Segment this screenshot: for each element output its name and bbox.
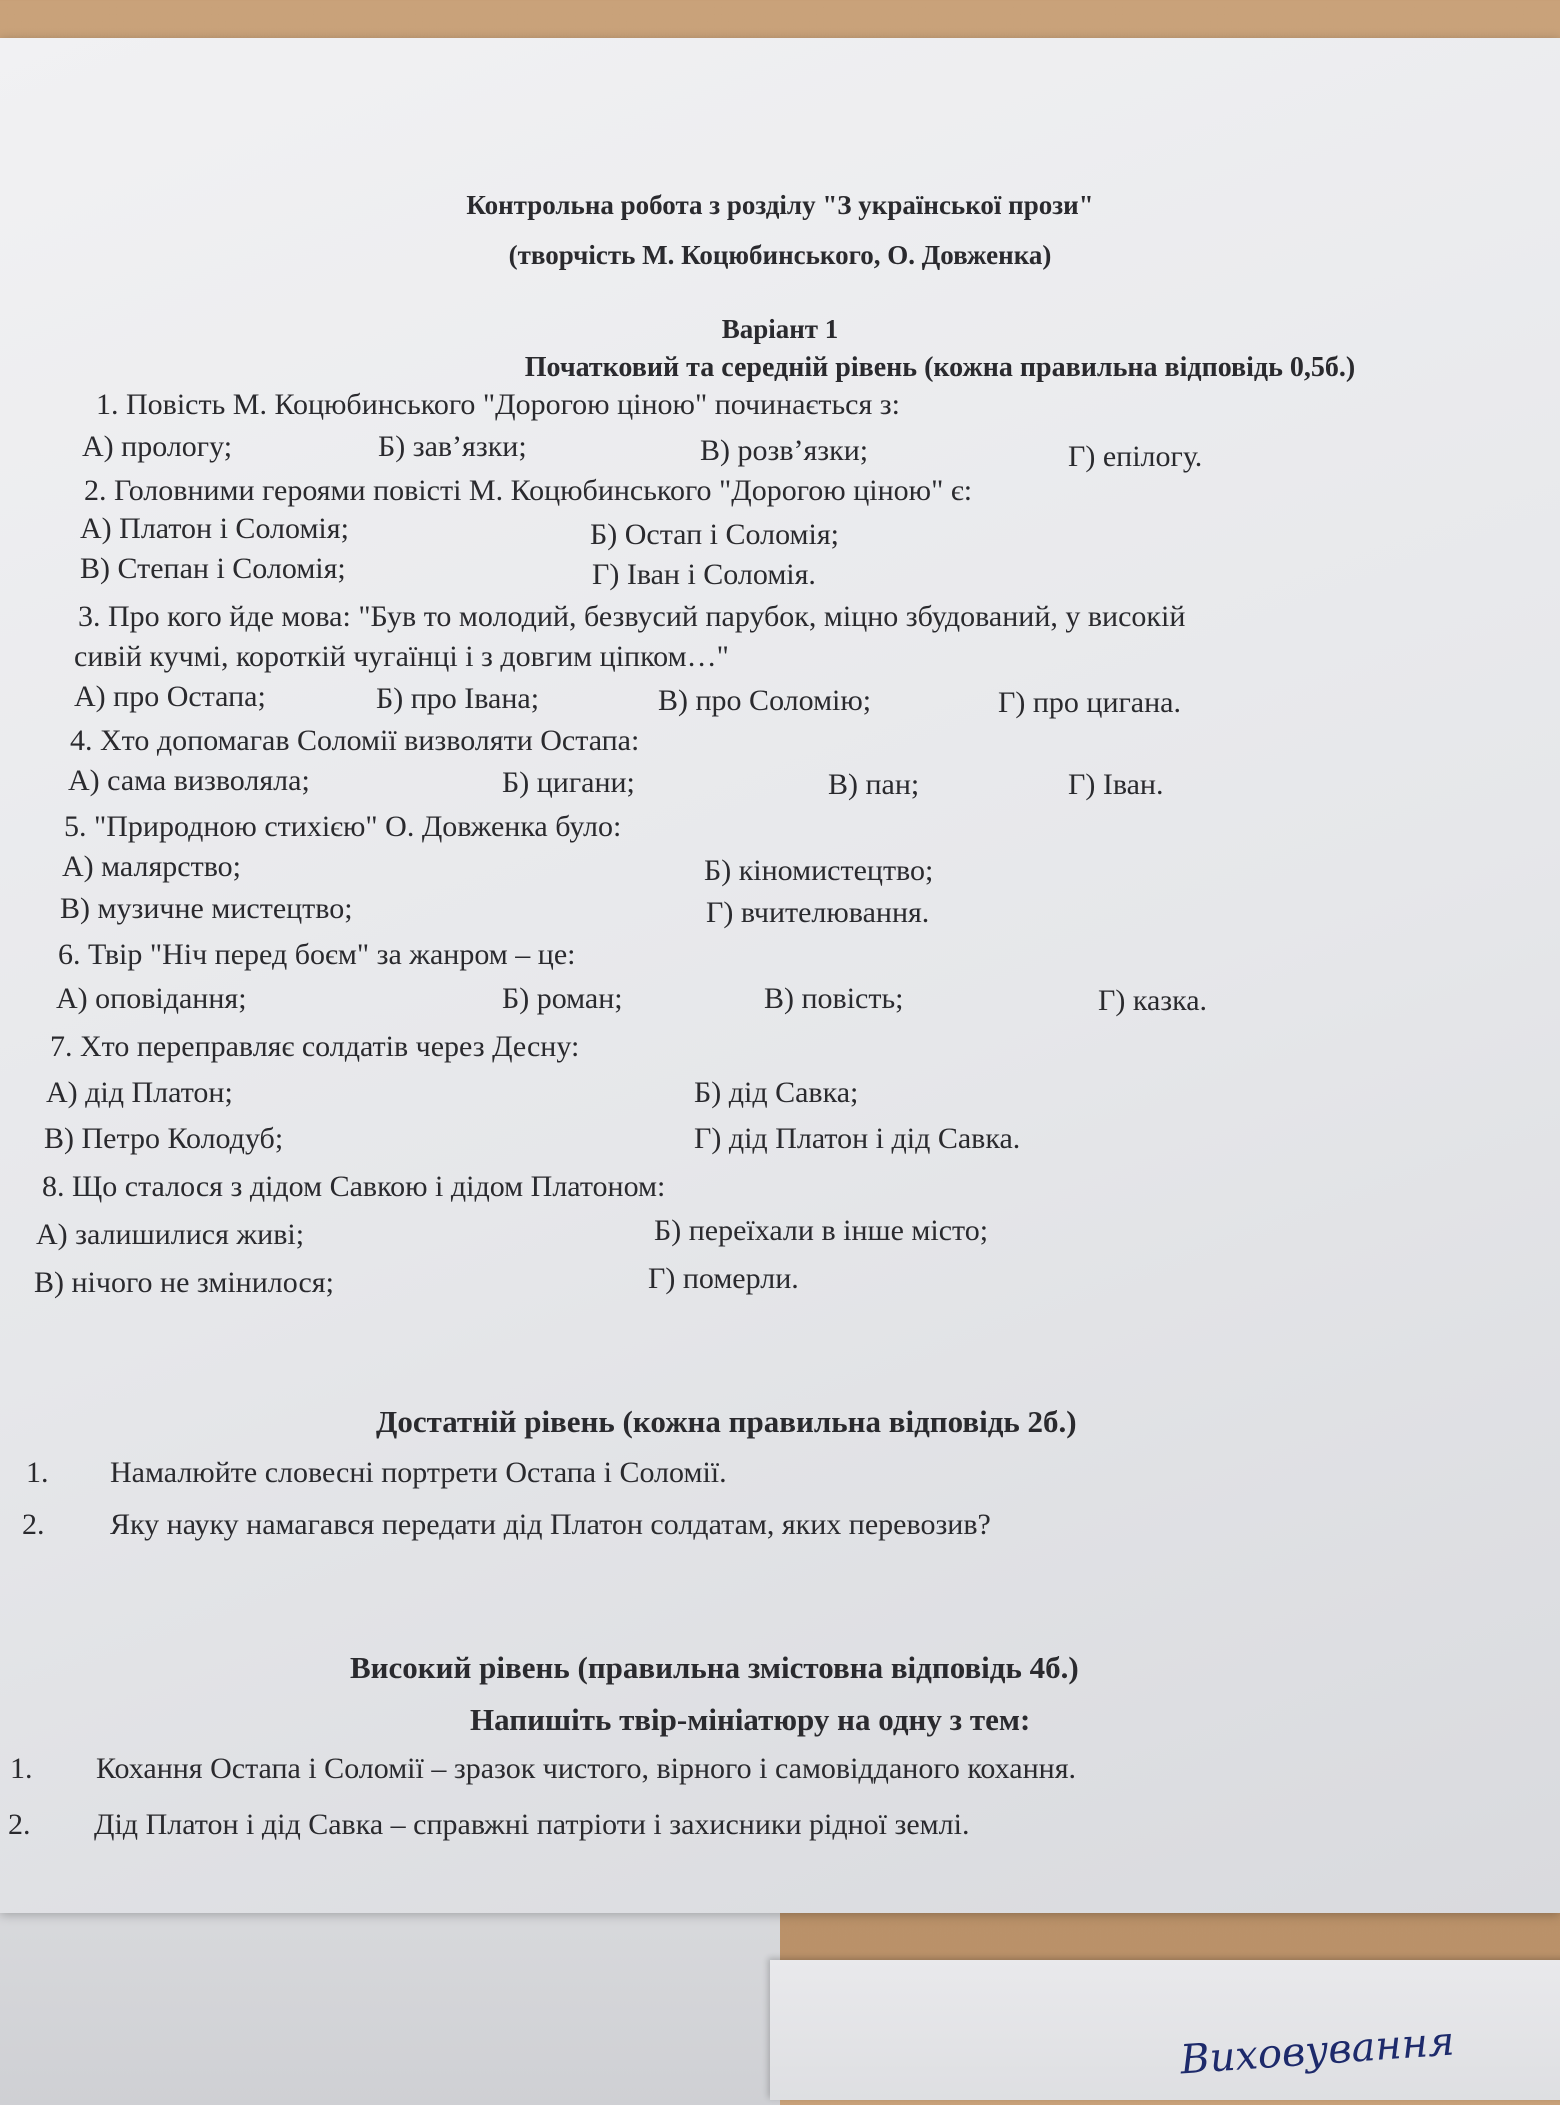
answer-5c: В) музичне мистецтво; bbox=[60, 892, 353, 925]
answer-5a: А) малярство; bbox=[62, 850, 242, 883]
variant-title: Варіант 1 bbox=[721, 314, 839, 344]
answer-3a: А) про Остапа; bbox=[74, 680, 266, 713]
answer-1b: Б) зав’язки; bbox=[378, 430, 527, 463]
answer-3d: Г) про цигана. bbox=[998, 686, 1181, 719]
question-7: 7. Хто переправляє солдатів через Десну: bbox=[50, 1030, 580, 1063]
answer-7d: Г) дід Платон і дід Савка. bbox=[694, 1122, 1021, 1155]
title-line-2: (творчість М. Коцюбинського, О. Довженка) bbox=[508, 240, 1052, 270]
level2-item-1-text: Намалюйте словесні портрети Остапа і Соломії. bbox=[110, 1456, 727, 1489]
level3-item-1-number: 1. bbox=[10, 1752, 33, 1785]
question-1: 1. Повість М. Коцюбинського "Дорогою ціною" починається з: bbox=[96, 388, 900, 421]
level3-item-2-number: 2. bbox=[8, 1808, 31, 1841]
level2-item-2-text: Яку науку намагався передати дід Платон солдатам, яких перевозив? bbox=[110, 1508, 991, 1541]
answer-7a: А) дід Платон; bbox=[46, 1076, 233, 1109]
answer-1a: А) прологу; bbox=[82, 430, 233, 463]
answer-3b: Б) про Івана; bbox=[376, 682, 540, 715]
answer-4d: Г) Іван. bbox=[1068, 768, 1164, 801]
answer-8d: Г) померли. bbox=[648, 1262, 799, 1295]
title-line-1: Контрольна робота з розділу "З української прози" bbox=[466, 190, 1094, 220]
answer-2d: Г) Іван і Соломія. bbox=[592, 558, 816, 591]
question-2: 2. Головними героями повісті М. Коцюбинського "Дорогою ціною" є: bbox=[84, 474, 973, 507]
answer-7c: В) Петро Колодуб; bbox=[44, 1122, 284, 1155]
question-6: 6. Твір "Ніч перед боєм" за жанром – це: bbox=[58, 938, 576, 971]
answer-8b: Б) переїхали в інше місто; bbox=[654, 1214, 989, 1247]
answer-4c: В) пан; bbox=[828, 768, 920, 801]
level2-item-1-number: 1. bbox=[26, 1456, 49, 1489]
answer-2c: В) Степан і Соломія; bbox=[80, 552, 346, 585]
answer-6d: Г) казка. bbox=[1098, 984, 1208, 1017]
question-4: 4. Хто допомагав Соломії визволяти Остапа: bbox=[70, 724, 640, 757]
level3-item-1 bbox=[10, 1752, 1076, 1786]
answer-8a: А) залишилися живі; bbox=[36, 1218, 305, 1251]
level2-item-2-number: 2. bbox=[22, 1508, 45, 1541]
answer-2b: Б) Остап і Соломія; bbox=[590, 518, 839, 551]
level3-item-2-text: Дід Платон і дід Савка – справжні патріоти і захисники рідної землі. bbox=[94, 1808, 970, 1841]
level1-heading: Початковий та середній рівень (кожна правильна відповідь 0,5б.) bbox=[524, 352, 1356, 383]
answer-7b: Б) дід Савка; bbox=[694, 1076, 859, 1109]
answer-5b: Б) кіномистецтво; bbox=[704, 854, 934, 887]
answer-3c: В) про Соломію; bbox=[658, 684, 872, 717]
question-5: 5. "Природною стихією" О. Довженка було: bbox=[64, 810, 622, 843]
level2-item-1 bbox=[26, 1456, 727, 1490]
handwritten-note: Виховування bbox=[1178, 2018, 1456, 2084]
answer-1d: Г) епілогу. bbox=[1068, 440, 1203, 473]
answer-6b: Б) роман; bbox=[502, 982, 623, 1015]
answer-8c: В) нічого не змінилося; bbox=[34, 1266, 334, 1299]
answer-5d: Г) вчителювання. bbox=[706, 896, 930, 929]
answer-4a: А) сама визволяла; bbox=[68, 764, 310, 797]
answer-6a: А) оповідання; bbox=[56, 982, 247, 1015]
answer-4b: Б) цигани; bbox=[502, 766, 635, 799]
level2-heading: Достатній рівень (кожна правильна відповідь 2б.) bbox=[376, 1404, 1077, 1439]
level2-item-2 bbox=[22, 1508, 991, 1542]
answer-1c: В) розв’язки; bbox=[700, 434, 869, 467]
level3-heading: Високий рівень (правильна змістовна відповідь 4б.) bbox=[350, 1650, 1079, 1685]
level3-subheading: Напишіть твір-мініатюру на одну з тем: bbox=[470, 1702, 1031, 1737]
level3-item-2 bbox=[8, 1808, 969, 1842]
question-8: 8. Що сталося з дідом Савкою і дідом Платоном: bbox=[42, 1170, 666, 1203]
answer-2a: А) Платон і Соломія; bbox=[80, 512, 349, 545]
level3-item-1-text: Кохання Остапа і Соломії – зразок чистого, вірного і самовідданого кохання. bbox=[96, 1752, 1077, 1785]
answer-6c: В) повість; bbox=[764, 982, 904, 1015]
question-3-line-1: 3. Про кого йде мова: "Був то молодий, безвусий парубок, міцно збудований, у високій bbox=[78, 600, 1186, 633]
question-3-line-2: сивій кучмі, короткій чугаїнці і з довгим ціпком…" bbox=[74, 640, 729, 673]
